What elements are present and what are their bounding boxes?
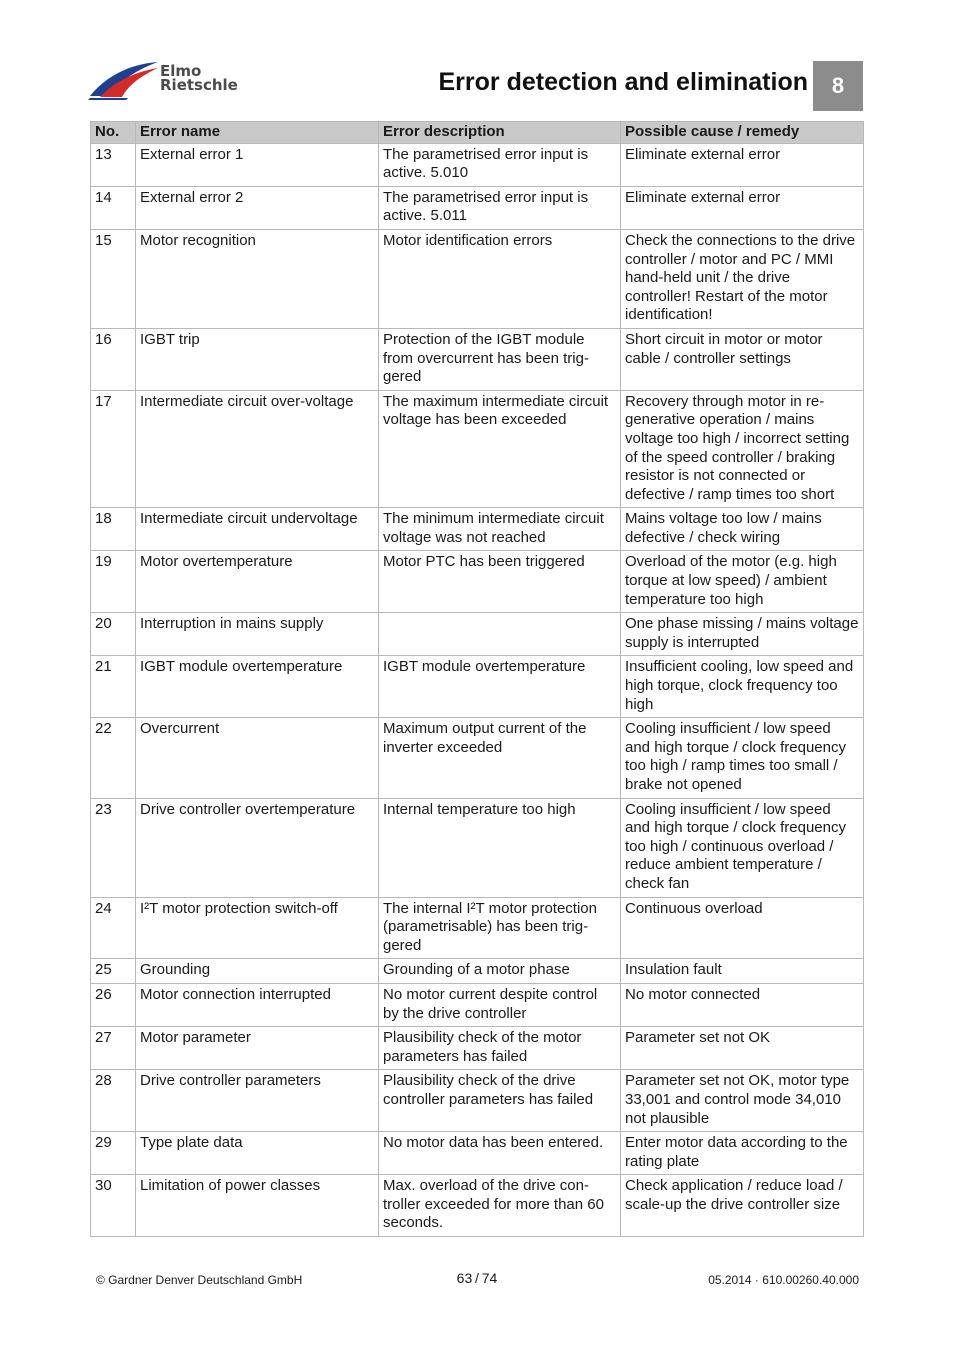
error-number-cell: 21 [91, 656, 136, 718]
error-description-cell: The minimum intermediate circuit voltage was not reached [379, 508, 621, 551]
table-row [91, 983, 864, 1026]
possible-cause-cell: Short circuit in motor or motor cable / controller settings [621, 328, 864, 390]
page-title: Error detection and elimination [438, 68, 808, 96]
table-row [91, 1175, 864, 1237]
possible-cause-cell: Cooling insufficient / low speed and high torque / clock frequency too high / ramp times too small / brake not opened [621, 718, 864, 798]
error-name-cell: Motor recognition [136, 229, 379, 328]
table-row [91, 551, 864, 613]
error-number-cell: 26 [91, 983, 136, 1026]
table-row [91, 508, 864, 551]
error-name-cell: Limitation of power classes [136, 1175, 379, 1237]
error-name-cell: IGBT module overtemperature [136, 656, 379, 718]
error-name-cell: Interruption in mains supply [136, 613, 379, 656]
table-row [91, 229, 864, 328]
error-description-cell: No motor current despite control by the drive controller [379, 983, 621, 1026]
possible-cause-cell: Mains voltage too low / mains defective / check wiring [621, 508, 864, 551]
error-name-cell: Motor connection interrupted [136, 983, 379, 1026]
error-number-cell: 28 [91, 1070, 136, 1132]
footer-copyright: © Gardner Denver Deutschland GmbH [96, 1273, 303, 1287]
error-name-cell: IGBT trip [136, 328, 379, 390]
error-description-cell: Protection of the IGBT module from overcurrent has been triggered [379, 328, 621, 390]
error-description-cell: Plausibility check of the drive controller parameters has failed [379, 1070, 621, 1132]
possible-cause-cell: Continuous overload [621, 897, 864, 959]
table-row [91, 613, 864, 656]
logo-line1: Elmo [160, 62, 202, 80]
error-number-cell: 22 [91, 718, 136, 798]
error-description-cell: IGBT module overtemperature [379, 656, 621, 718]
logo-swoosh-icon [88, 60, 160, 100]
error-number-cell: 24 [91, 897, 136, 959]
error-description-cell: Maximum output current of the inverter exceeded [379, 718, 621, 798]
error-name-cell: Overcurrent [136, 718, 379, 798]
table-row [91, 1027, 864, 1070]
possible-cause-cell: Insulation fault [621, 959, 864, 984]
company-logo [88, 60, 258, 102]
error-name-cell: Motor overtemperature [136, 551, 379, 613]
error-number-cell: 15 [91, 229, 136, 328]
page-number: 63 / 74 [456, 1270, 498, 1286]
table-row [91, 143, 864, 186]
error-number-cell: 29 [91, 1132, 136, 1175]
chapter-badge: 8 [813, 61, 863, 111]
possible-cause-cell: Insufficient cooling, low speed and high torque, clock frequency too high [621, 656, 864, 718]
error-number-cell: 27 [91, 1027, 136, 1070]
error-name-cell: I²T motor protection switch-off [136, 897, 379, 959]
error-description-cell [379, 613, 621, 656]
error-number-cell: 19 [91, 551, 136, 613]
error-number-cell: 25 [91, 959, 136, 984]
table-row [91, 798, 864, 897]
error-name-cell: External error 2 [136, 186, 379, 229]
column-header-no: No. [91, 122, 136, 144]
error-name-cell: Type plate data [136, 1132, 379, 1175]
table-header-row [91, 122, 864, 144]
error-number-cell: 18 [91, 508, 136, 551]
possible-cause-cell: Eliminate external error [621, 143, 864, 186]
logo-wordmark [160, 64, 238, 92]
table-row [91, 1070, 864, 1132]
table-row [91, 959, 864, 984]
logo-line2: Rietschle [160, 76, 238, 94]
table-row [91, 897, 864, 959]
error-name-cell: Drive controller overtemperature [136, 798, 379, 897]
error-number-cell: 16 [91, 328, 136, 390]
error-number-cell: 20 [91, 613, 136, 656]
error-number-cell: 30 [91, 1175, 136, 1237]
possible-cause-cell: Eliminate external error [621, 186, 864, 229]
error-name-cell: Drive controller parameters [136, 1070, 379, 1132]
error-description-cell: No motor data has been entered. [379, 1132, 621, 1175]
error-description-cell: The maximum intermediate circuit voltage has been exceeded [379, 390, 621, 508]
possible-cause-cell: Cooling insufficient / low speed and high torque / clock frequency too high / continuous overload / reduce ambient temperature / check fan [621, 798, 864, 897]
possible-cause-cell: No motor connected [621, 983, 864, 1026]
error-name-cell: External error 1 [136, 143, 379, 186]
error-description-cell: Grounding of a motor phase [379, 959, 621, 984]
table-row [91, 186, 864, 229]
error-number-cell: 17 [91, 390, 136, 508]
possible-cause-cell: Enter motor data according to the rating plate [621, 1132, 864, 1175]
possible-cause-cell: Parameter set not OK [621, 1027, 864, 1070]
error-name-cell: Grounding [136, 959, 379, 984]
error-number-cell: 13 [91, 143, 136, 186]
error-table [90, 121, 864, 1237]
document-reference: 05.2014 · 610.00260.40.000 [708, 1273, 859, 1287]
error-description-cell: The parametrised error input is active. 5.010 [379, 143, 621, 186]
possible-cause-cell: Overload of the motor (e.g. high torque at low speed) / ambient temperature too high [621, 551, 864, 613]
possible-cause-cell: Check application / reduce load / scale-up the drive controller size [621, 1175, 864, 1237]
error-description-cell: The internal I²T motor protection (parametrisable) has been triggered [379, 897, 621, 959]
table-row [91, 1132, 864, 1175]
error-name-cell: Intermediate circuit undervoltage [136, 508, 379, 551]
table-row [91, 390, 864, 508]
possible-cause-cell: Recovery through motor in regenerative operation / mains voltage too high / incorrect setting of the speed controller / braking resistor is not connected or defective / ramp times too short [621, 390, 864, 508]
error-description-cell: Motor identification errors [379, 229, 621, 328]
error-description-cell: Plausibility check of the motor parameters has failed [379, 1027, 621, 1070]
error-description-cell: Internal temperature too high [379, 798, 621, 897]
error-number-cell: 23 [91, 798, 136, 897]
table-row [91, 328, 864, 390]
error-name-cell: Motor parameter [136, 1027, 379, 1070]
column-header-error-name: Error name [136, 122, 379, 144]
column-header-error-description: Error description [379, 122, 621, 144]
column-header-possible-cause: Possible cause / remedy [621, 122, 864, 144]
error-number-cell: 14 [91, 186, 136, 229]
table-row [91, 656, 864, 718]
error-description-cell: The parametrised error input is active. 5.011 [379, 186, 621, 229]
error-name-cell: Intermediate circuit over-voltage [136, 390, 379, 508]
table-row [91, 718, 864, 798]
possible-cause-cell: Parameter set not OK, motor type 33,001 and control mode 34,010 not plausible [621, 1070, 864, 1132]
possible-cause-cell: Check the connections to the drive controller / motor and PC / MMI hand-held unit / the drive controller! Restart of the motor identification! [621, 229, 864, 328]
error-description-cell: Motor PTC has been triggered [379, 551, 621, 613]
possible-cause-cell: One phase missing / mains voltage supply is interrupted [621, 613, 864, 656]
error-description-cell: Max. overload of the drive controller exceeded for more than 60 seconds. [379, 1175, 621, 1237]
